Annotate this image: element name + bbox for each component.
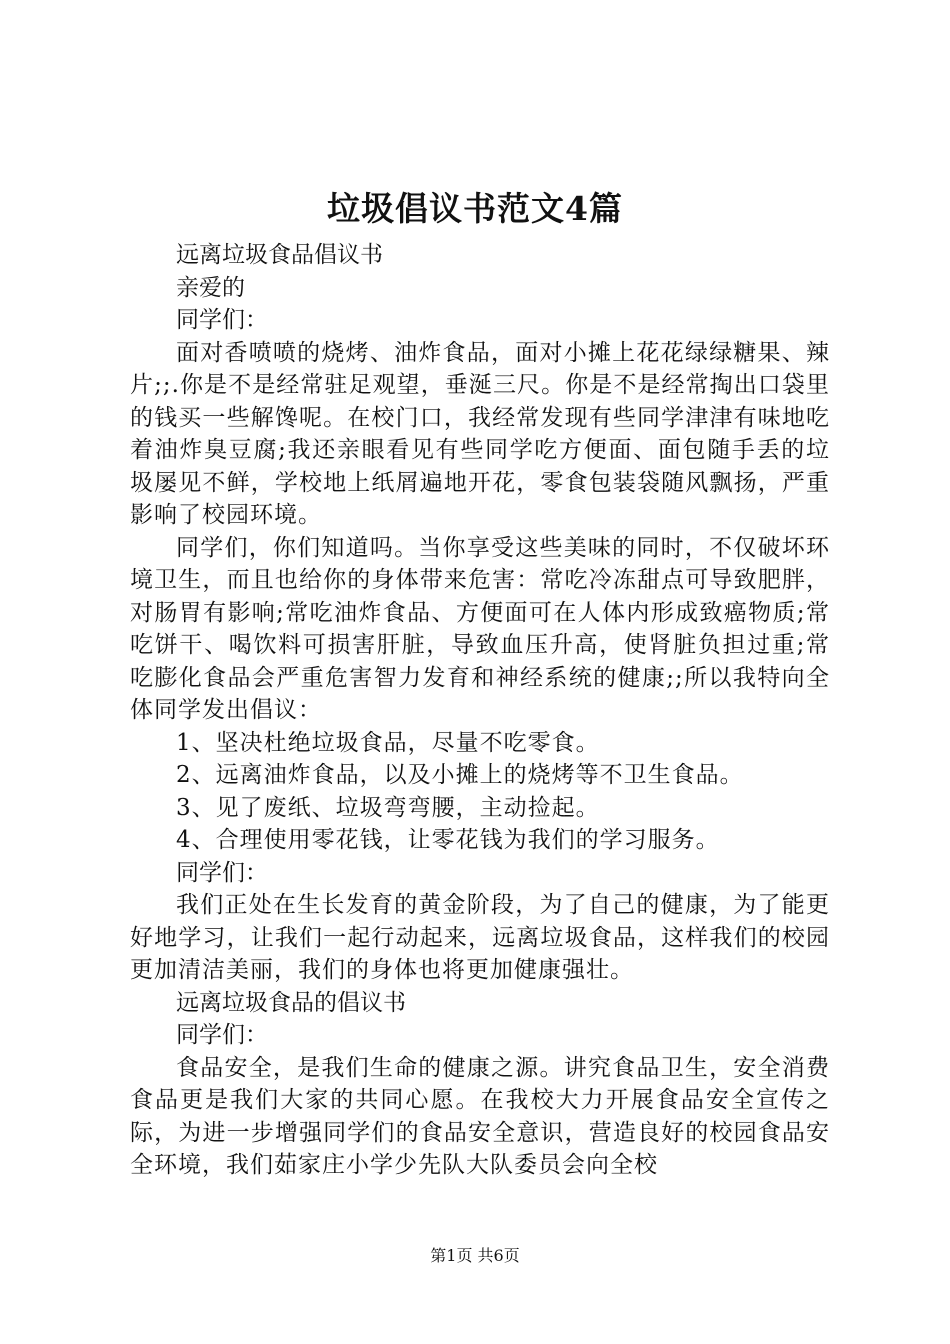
document-title: 垃圾倡议书范文4篇: [327, 189, 623, 228]
salutation: 亲爱的: [176, 274, 245, 301]
salutation: 同学们：: [176, 307, 268, 333]
list-item: 4、合理使用零花钱，让零花钱为我们的学习服务。: [176, 827, 720, 853]
salutation: 同学们：: [176, 1022, 268, 1048]
body-paragraph: 同学们，你们知道吗。当你享受这些美味的同时，不仅破坏环境卫生，而且也给你的身体带来危害：常吃冷冻甜点可导致肥胖，对肠胃有影响;常吃油炸食品、方便面可在人体内形成致癌物质;常吃饼干、喝饮料可损害肝脏，导致血压升高，使肾脏负担过重;常吃膨化食品会严重危害智力发育和神经系统的健康;;所以我特向全体同学发出倡议：: [130, 534, 830, 723]
body-paragraph: 我们正处在生长发育的黄金阶段，为了自己的健康，为了能更好地学习，让我们一起行动起来，远离垃圾食品，这样我们的校园更加清洁美丽，我们的身体也将更加健康强壮。: [130, 892, 830, 983]
salutation: 同学们：: [176, 859, 268, 886]
body-paragraph: 面对香喷喷的烧烤、油炸食品，面对小摊上花花绿绿糖果、辣片;;.你是不是经常驻足观望，垂涎三尺。你是不是经常掏出口袋里的钱买一些解馋呢。在校门口，我经常发现有些同学津津有味地吃着油炸臭豆腐;我还亲眼看见有些同学吃方便面、面包随手丢的垃圾屡见不鲜，学校地上纸屑遍地开花，零食包装袋随风飘扬，严重影响了校园环境。: [130, 339, 830, 528]
list-item: 1、坚决杜绝垃圾食品，尽量不吃零食。: [176, 729, 600, 756]
section-heading: 远离垃圾食品倡议书: [176, 242, 383, 268]
page-number: 第1页 共6页: [430, 1246, 520, 1265]
list-item: 3、见了废纸、垃圾弯弯腰，主动捡起。: [176, 794, 600, 821]
list-item: 2、远离油炸食品，以及小摊上的烧烤等不卫生食品。: [176, 762, 744, 788]
document-body: [130, 239, 830, 1182]
body-paragraph: 食品安全，是我们生命的健康之源。讲究食品卫生，安全消费食品更是我们大家的共同心愿。在我校大力开展食品安全宣传之际，为进一步增强同学们的食品安全意识，营造良好的校园食品安全环境，我们茹家庄小学少先队大队委员会向全校: [130, 1054, 830, 1178]
section-heading: 远离垃圾食品的倡议书: [176, 989, 406, 1016]
